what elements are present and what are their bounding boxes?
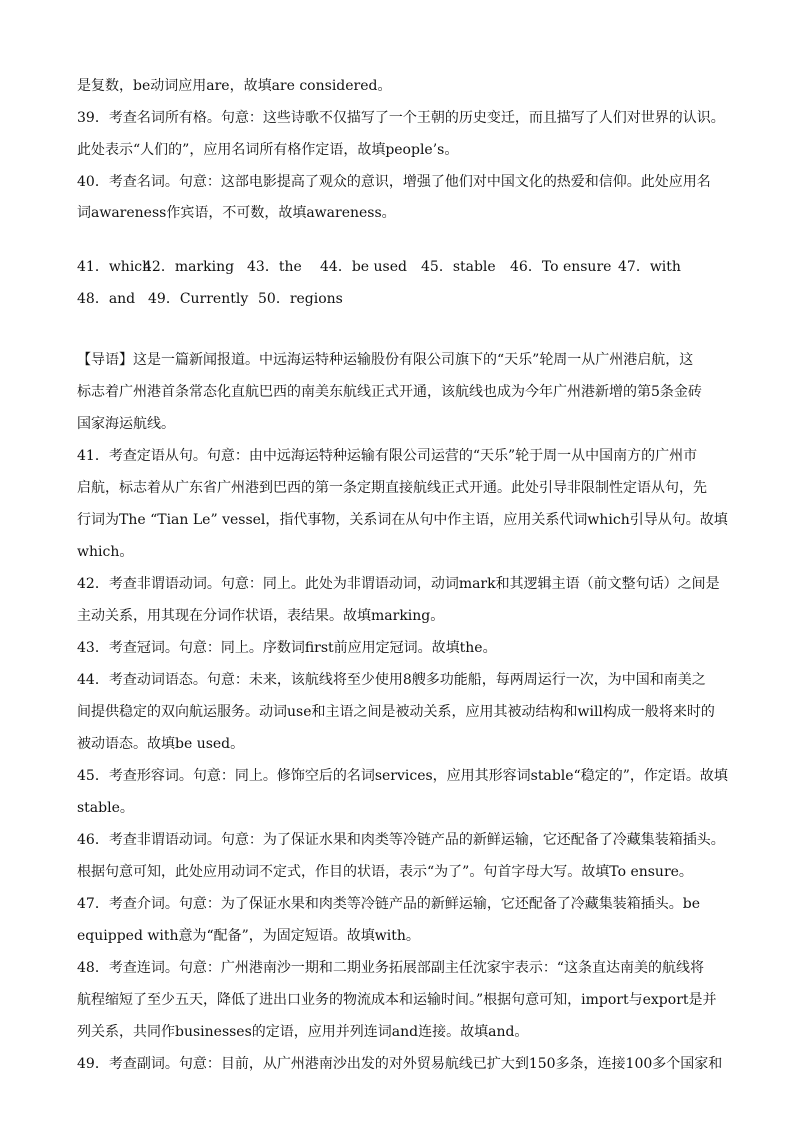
text-line: 词awareness作宾语，不可数，故填awareness。 <box>77 205 396 221</box>
answer-item: 41．which <box>77 259 152 275</box>
text-line: which。 <box>77 544 134 560</box>
text-line: 是复数，be动词应用are，故填are considered。 <box>77 78 392 94</box>
text-line: 41．考查定语从句。句意：由中远海运特种运输有限公司运营的“天乐”轮于周一从中国南方的广州市 <box>77 448 698 464</box>
answer-item: 48．and <box>77 291 136 307</box>
answer-item: 46．To ensure <box>510 259 612 275</box>
text-line: 42．考查非谓语动词。句意：同上。此处为非谓语动词，动词mark和其逻辑主语（前文整句话）之间是 <box>77 576 720 592</box>
text-line: 行词为The “Tian Le” vessel，指代事物，关系词在从句中作主语，应用关系代词which引导从句。故填 <box>77 512 728 528</box>
text-line: 47．考查介词。句意：为了保证水果和肉类等冷链产品的新鲜运输，它还配备了冷藏集装箱插头。be <box>77 896 701 912</box>
answer-item: 42．marking <box>143 259 235 275</box>
text-line: 39．考查名词所有格。句意：这些诗歌不仅描写了一个王朝的历史变迁，而且描写了人们对世界的认识。 <box>77 110 725 126</box>
answer-item: 50．regions <box>258 291 343 307</box>
text-line: 标志着广州港首条常态化直航巴西的南美东航线正式开通，该航线也成为今年广州港新增的第5条金砖 <box>77 384 702 400</box>
answer-row <box>77 286 343 312</box>
answer-item: 45．stable <box>421 259 496 275</box>
text-line: 国家海运航线。 <box>77 416 175 432</box>
text-line: 46．考查非谓语动词。句意：为了保证水果和肉类等冷链产品的新鲜运输，它还配备了冷藏集装箱插头。 <box>77 832 725 848</box>
text-line: 此处表示“人们的”，应用名词所有格作定语，故填people’s。 <box>77 142 459 158</box>
text-line: equipped with意为“配备”，为固定短语。故填with。 <box>77 928 420 944</box>
text-line: 列关系，共同作businesses的定语，应用并列连词and连接。故填and。 <box>77 1024 529 1040</box>
text-line: 启航，标志着从广东省广州港到巴西的第一条定期直接航线正式开通。此处引导非限制性定语从句，先 <box>77 480 707 496</box>
answer-item: 47．with <box>618 259 681 275</box>
text-line: 【导语】这是一篇新闻报道。中远海运特种运输股份有限公司旗下的“天乐”轮周一从广州港启航，这 <box>77 352 694 368</box>
text-line: 45．考查形容词。句意：同上。修饰空后的名词services，应用其形容词stable“稳定的”，作定语。故填 <box>77 768 728 784</box>
answer-item: 43．the <box>247 259 302 275</box>
text-line: 44．考查动词语态。句意：未来，该航线将至少使用8艘多功能船，每两周运行一次，为中国和南美之 <box>77 672 706 688</box>
answer-item: 49．Currently <box>148 291 249 307</box>
text-line: 40．考查名词。句意：这部电影提高了观众的意识，增强了他们对中国文化的热爱和信仰。此处应用名 <box>77 174 711 190</box>
text-line: 间提供稳定的双向航运服务。动词use和主语之间是被动关系，应用其被动结构和will构成一般将来时的 <box>77 704 715 720</box>
answer-row <box>77 254 681 280</box>
text-line: 航程缩短了至少五天，降低了进出口业务的物流成本和运输时间。”根据句意可知，import与export是并 <box>77 992 717 1008</box>
text-line: 被动语态。故填be used。 <box>77 736 245 752</box>
answer-item: 44．be used <box>320 259 407 275</box>
text-line: 43．考查冠词。句意：同上。序数词first前应用定冠词。故填the。 <box>77 640 497 656</box>
text-line: 根据句意可知，此处应用动词不定式，作目的状语，表示“为了”。句首字母大写。故填To ensure。 <box>77 864 693 880</box>
text-line: 49．考查副词。句意：目前，从广州港南沙出发的对外贸易航线已扩大到150多条，连接100多个国家和 <box>77 1056 723 1072</box>
text-line: 48．考查连词。句意：广州港南沙一期和二期业务拓展部副主任沈家宇表示：“这条直达南美的航线将 <box>77 960 704 976</box>
text-line: 主动关系，用其现在分词作状语，表结果。故填marking。 <box>77 608 445 624</box>
text-line: stable。 <box>77 800 134 816</box>
